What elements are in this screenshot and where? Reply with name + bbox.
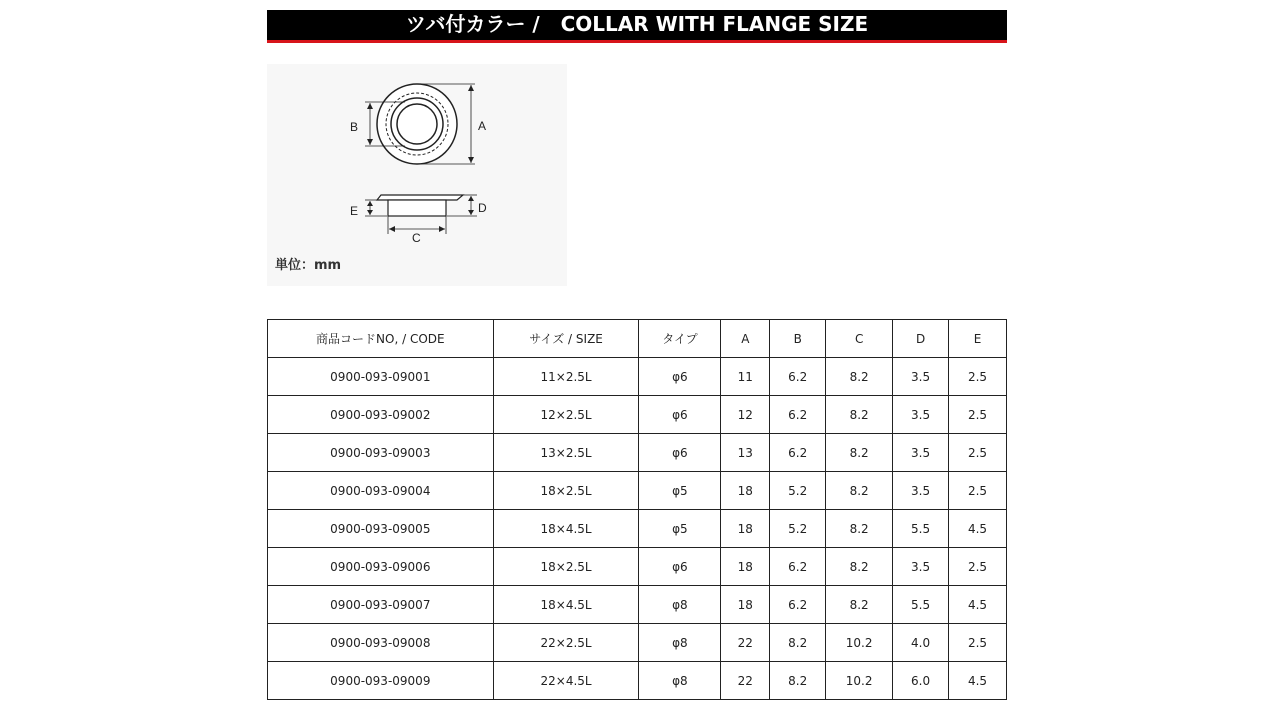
dimension-c bbox=[388, 216, 446, 245]
cell-code: 0900-093-09006 bbox=[268, 548, 494, 586]
table-row bbox=[268, 548, 1007, 586]
cell-size: 18×2.5L bbox=[493, 548, 639, 586]
cell-b: 5.2 bbox=[770, 472, 826, 510]
cell-e: 2.5 bbox=[949, 358, 1007, 396]
cell-b: 8.2 bbox=[770, 662, 826, 700]
cell-b: 5.2 bbox=[770, 510, 826, 548]
cell-code: 0900-093-09008 bbox=[268, 624, 494, 662]
table-row bbox=[268, 510, 1007, 548]
cell-code: 0900-093-09009 bbox=[268, 662, 494, 700]
cell-a: 18 bbox=[721, 472, 770, 510]
cell-a: 18 bbox=[721, 586, 770, 624]
cell-e: 4.5 bbox=[949, 510, 1007, 548]
header-type: タイプ bbox=[639, 320, 721, 358]
cell-d: 3.5 bbox=[893, 548, 949, 586]
size-table bbox=[267, 319, 1007, 700]
cell-type: φ6 bbox=[639, 396, 721, 434]
collar-diagram bbox=[267, 64, 567, 286]
cell-d: 3.5 bbox=[893, 434, 949, 472]
label-c: C bbox=[412, 231, 421, 245]
cell-a: 12 bbox=[721, 396, 770, 434]
header-d: D bbox=[893, 320, 949, 358]
cell-b: 6.2 bbox=[770, 586, 826, 624]
cell-e: 2.5 bbox=[949, 624, 1007, 662]
table-row bbox=[268, 586, 1007, 624]
cell-size: 18×4.5L bbox=[493, 586, 639, 624]
cell-a: 18 bbox=[721, 548, 770, 586]
cell-e: 2.5 bbox=[949, 434, 1007, 472]
header-e: E bbox=[949, 320, 1007, 358]
cell-e: 2.5 bbox=[949, 472, 1007, 510]
cell-c: 8.2 bbox=[826, 586, 893, 624]
header-size: サイズ / SIZE bbox=[493, 320, 639, 358]
cell-c: 8.2 bbox=[826, 396, 893, 434]
cell-c: 8.2 bbox=[826, 472, 893, 510]
cell-type: φ6 bbox=[639, 358, 721, 396]
cell-a: 22 bbox=[721, 662, 770, 700]
cell-e: 4.5 bbox=[949, 662, 1007, 700]
cell-type: φ6 bbox=[639, 548, 721, 586]
cell-size: 18×2.5L bbox=[493, 472, 639, 510]
table-row bbox=[268, 434, 1007, 472]
cell-size: 11×2.5L bbox=[493, 358, 639, 396]
unit-label: 単位：mm bbox=[275, 258, 342, 273]
cell-e: 4.5 bbox=[949, 586, 1007, 624]
table-row bbox=[268, 396, 1007, 434]
collar-drawing bbox=[267, 64, 567, 286]
cell-d: 6.0 bbox=[893, 662, 949, 700]
cell-size: 18×4.5L bbox=[493, 510, 639, 548]
header-b: B bbox=[770, 320, 826, 358]
cell-a: 22 bbox=[721, 624, 770, 662]
cell-d: 4.0 bbox=[893, 624, 949, 662]
cell-d: 3.5 bbox=[893, 358, 949, 396]
cell-code: 0900-093-09003 bbox=[268, 434, 494, 472]
cell-size: 13×2.5L bbox=[493, 434, 639, 472]
cell-c: 10.2 bbox=[826, 662, 893, 700]
cell-code: 0900-093-09004 bbox=[268, 472, 494, 510]
dimension-e bbox=[350, 200, 387, 218]
cell-type: φ6 bbox=[639, 434, 721, 472]
table-row bbox=[268, 624, 1007, 662]
table-row bbox=[268, 472, 1007, 510]
label-b: B bbox=[350, 120, 359, 134]
label-e: E bbox=[350, 204, 359, 218]
cell-d: 3.5 bbox=[893, 472, 949, 510]
cell-type: φ8 bbox=[639, 662, 721, 700]
cell-a: 13 bbox=[721, 434, 770, 472]
table-header-row bbox=[268, 320, 1007, 358]
header-c: C bbox=[826, 320, 893, 358]
label-a: A bbox=[478, 119, 487, 133]
cell-c: 8.2 bbox=[826, 548, 893, 586]
cell-a: 18 bbox=[721, 510, 770, 548]
cell-type: φ5 bbox=[639, 472, 721, 510]
header-a: A bbox=[721, 320, 770, 358]
cell-c: 10.2 bbox=[826, 624, 893, 662]
cell-d: 5.5 bbox=[893, 510, 949, 548]
cell-d: 3.5 bbox=[893, 396, 949, 434]
cell-type: φ5 bbox=[639, 510, 721, 548]
cell-c: 8.2 bbox=[826, 434, 893, 472]
cell-e: 2.5 bbox=[949, 548, 1007, 586]
table-row bbox=[268, 662, 1007, 700]
cell-b: 8.2 bbox=[770, 624, 826, 662]
cell-code: 0900-093-09002 bbox=[268, 396, 494, 434]
cell-b: 6.2 bbox=[770, 358, 826, 396]
cell-code: 0900-093-09007 bbox=[268, 586, 494, 624]
cell-size: 22×2.5L bbox=[493, 624, 639, 662]
cell-code: 0900-093-09005 bbox=[268, 510, 494, 548]
cell-b: 6.2 bbox=[770, 548, 826, 586]
table-row bbox=[268, 358, 1007, 396]
cell-size: 12×2.5L bbox=[493, 396, 639, 434]
cell-b: 6.2 bbox=[770, 434, 826, 472]
page-title: ツバ付カラー / COLLAR WITH FLANGE SIZE bbox=[267, 10, 1007, 43]
collar-top-view bbox=[377, 84, 457, 164]
table-body bbox=[268, 358, 1007, 700]
cell-e: 2.5 bbox=[949, 396, 1007, 434]
cell-d: 5.5 bbox=[893, 586, 949, 624]
header-code: 商品コードNO, / CODE bbox=[268, 320, 494, 358]
cell-type: φ8 bbox=[639, 624, 721, 662]
cell-size: 22×4.5L bbox=[493, 662, 639, 700]
label-d: D bbox=[478, 201, 487, 215]
cell-type: φ8 bbox=[639, 586, 721, 624]
cell-c: 8.2 bbox=[826, 510, 893, 548]
cell-code: 0900-093-09001 bbox=[268, 358, 494, 396]
collar-side-view bbox=[377, 195, 463, 216]
cell-c: 8.2 bbox=[826, 358, 893, 396]
cell-a: 11 bbox=[721, 358, 770, 396]
cell-b: 6.2 bbox=[770, 396, 826, 434]
